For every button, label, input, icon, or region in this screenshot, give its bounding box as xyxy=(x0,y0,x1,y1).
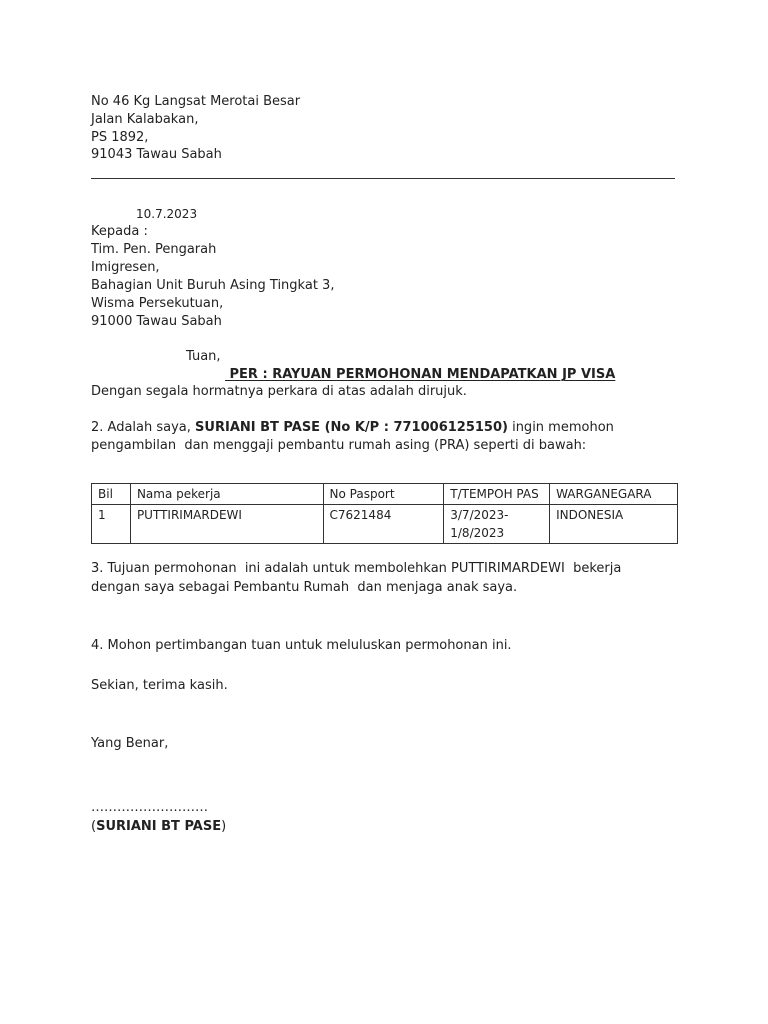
recipient-to-label: Kepada : xyxy=(91,224,148,239)
header-bil: Bil xyxy=(92,484,131,505)
applicant-name-ic: SURIANI BT PASE (No K/P : 771006125150) xyxy=(195,420,508,435)
recipient-line-5: 91000 Tawau Sabah xyxy=(91,314,222,329)
signatory-name-line xyxy=(91,818,226,836)
table-row xyxy=(92,505,678,544)
paragraph-2-suffix: ingin memohon xyxy=(507,420,614,435)
header-nama-pekerja: Nama pekerja xyxy=(130,484,323,505)
sender-address-line-4: 91043 Tawau Sabah xyxy=(91,147,222,162)
signature-line: ……………………… xyxy=(91,800,208,815)
signatory-name: SURIANI BT PASE xyxy=(96,819,222,834)
signatory-open-paren: ( xyxy=(91,819,97,834)
header-tempoh-pas: T/TEMPOH PAS xyxy=(444,484,550,505)
salutation: Tuan, xyxy=(186,349,221,364)
header-warganegara: WARGANEGARA xyxy=(550,484,678,505)
sender-address-line-3: PS 1892, xyxy=(91,130,149,145)
paragraph-2-line-2: pengambilan dan menggaji pembantu rumah asing (PRA) seperti di bawah: xyxy=(91,438,587,453)
recipient-line-3: Bahagian Unit Buruh Asing Tingkat 3, xyxy=(91,278,335,293)
table-header-row xyxy=(92,484,678,505)
letter-subject: PER : RAYUAN PERMOHONAN MENDAPATKAN JP VISA xyxy=(225,367,616,382)
closing-line: Sekian, terima kasih. xyxy=(91,678,228,693)
recipient-line-4: Wisma Persekutuan, xyxy=(91,296,224,311)
recipient-line-2: Imigresen, xyxy=(91,260,160,275)
cell-tempoh-pas xyxy=(444,505,550,544)
tempoh-start: 3/7/2023- xyxy=(450,508,509,522)
address-divider xyxy=(91,178,675,179)
sender-address-line-2: Jalan Kalabakan, xyxy=(91,112,199,127)
paragraph-2-line-1 xyxy=(91,419,614,437)
worker-table xyxy=(91,483,678,544)
sender-address-line-1: No 46 Kg Langsat Merotai Besar xyxy=(91,94,301,109)
recipient-line-1: Tim. Pen. Pengarah xyxy=(91,242,217,257)
paragraph-3-line-1: 3. Tujuan permohonan ini adalah untuk membolehkan PUTTIRIMARDEWI bekerja xyxy=(91,561,622,576)
paragraph-3-line-2: dengan saya sebagai Pembantu Rumah dan menjaga anak saya. xyxy=(91,580,518,595)
signatory-close-paren: ) xyxy=(221,819,227,834)
intro-paragraph: Dengan segala hormatnya perkara di atas adalah dirujuk. xyxy=(91,384,467,399)
letter-date: 10.7.2023 xyxy=(136,207,198,221)
sign-off: Yang Benar, xyxy=(91,736,169,751)
cell-bil: 1 xyxy=(92,505,131,544)
paragraph-4: 4. Mohon pertimbangan tuan untuk meluluskan permohonan ini. xyxy=(91,638,512,653)
cell-no-pasport: C7621484 xyxy=(323,505,444,544)
cell-warganegara: INDONESIA xyxy=(550,505,678,544)
cell-nama-pekerja: PUTTIRIMARDEWI xyxy=(130,505,323,544)
tempoh-end: 1/8/2023 xyxy=(450,526,505,540)
header-no-pasport: No Pasport xyxy=(323,484,444,505)
paragraph-2-prefix: 2. Adalah saya, xyxy=(91,420,196,435)
